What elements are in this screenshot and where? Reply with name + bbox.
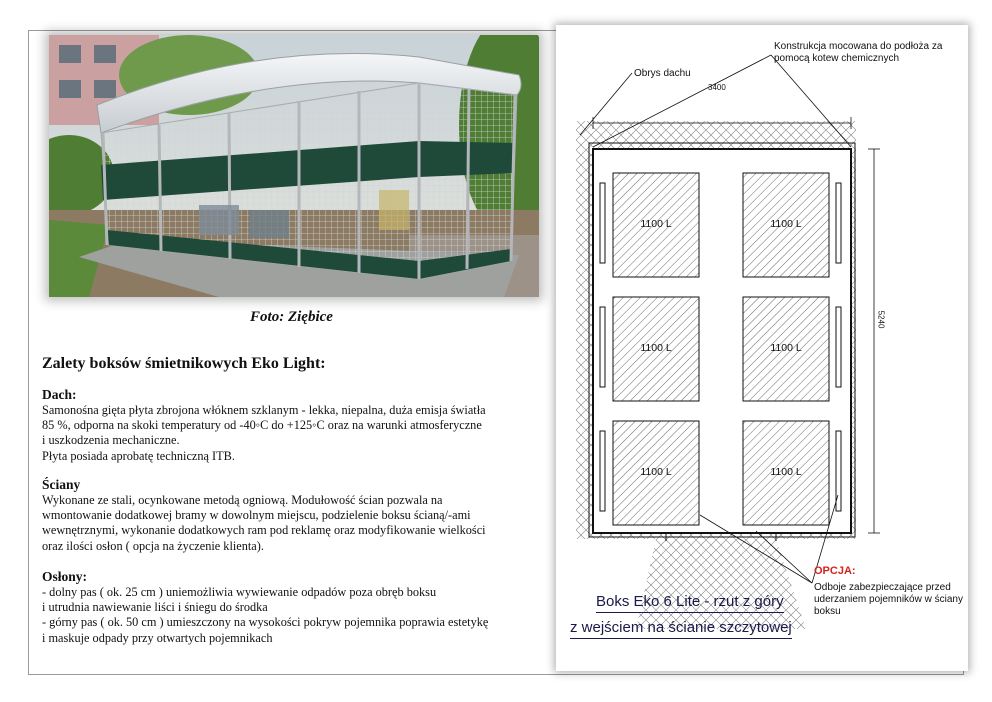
page-frame <box>28 30 964 675</box>
drawing-title-text1: Boks Eko 6 Lite - rzut z góry <box>596 593 784 613</box>
page-heading: Zalety boksów śmietnikowych Eko Light: <box>42 355 326 372</box>
section-line: wmontowanie dodatkowej bramy w dowolnym miejscu, podzielenie boksu ścianą/-ami <box>42 508 471 523</box>
section-title: Osłony: <box>42 569 88 584</box>
section-line: i maskuje odpady przy otwartych pojemnikach <box>42 630 273 645</box>
bin-label: 1100 L <box>770 218 802 230</box>
left-column <box>29 31 554 674</box>
section-line: wewnętrznymi, wykonanie dodatkowych ram pod reklamę oraz modyfikowanie wielkości <box>42 523 486 538</box>
section-line: - dolny pas ( ok. 25 cm ) uniemożliwia wywiewanie odpadów poza obręb boksu <box>42 585 437 599</box>
technical-drawing <box>556 25 968 671</box>
width-dimension: 3400 <box>708 83 726 92</box>
drawing-title-line1 <box>596 593 784 610</box>
anchor-note: Konstrukcja mocowana do podłoża za pomocą kotew chemicznych <box>774 41 943 64</box>
drawing-title-line2 <box>570 619 792 636</box>
section-line: oraz ilości osłon ( opcja na życzenie klienta). <box>42 538 264 553</box>
section-line: - górny pas ( ok. 50 cm ) umieszczony na wysokości pokryw pojemnika poprawia estetykę <box>42 615 489 630</box>
section-line: Wykonane ze stali, ocynkowane metodą ogniową. Modułowość ścian pozwala na <box>42 493 443 507</box>
section-line: i uszkodzenia mechaniczne. <box>42 433 180 448</box>
section-title: Dach: <box>42 387 77 402</box>
bin-label: 1100 L <box>770 466 802 478</box>
section-line: 85 %, odporna na skoki temperatury od -40◦C do +125◦C oraz na warunki atmosferyczne <box>42 418 482 433</box>
section-line: i utrudnia nawiewanie liści i śniegu do środka <box>42 600 268 615</box>
section-line: Samonośna gięta płyta zbrojona włóknem szklanym - lekka, niepalna, duża emisja światła <box>42 403 486 417</box>
section-line: Płyta posiada aprobatę techniczną ITB. <box>42 448 235 463</box>
option-label: OPCJA: <box>814 565 856 577</box>
section-oslony <box>42 569 522 646</box>
height-dimension: 5240 <box>876 310 886 329</box>
product-photo <box>49 35 539 297</box>
section-dach <box>42 387 522 464</box>
drawing-title-text2: z wejściem na ścianie szczytowej <box>570 619 792 639</box>
bin-label: 1100 L <box>640 466 672 478</box>
section-title: Ściany <box>42 477 81 492</box>
bin-label: 1100 L <box>640 218 672 230</box>
bin-label: 1100 L <box>640 342 672 354</box>
photo-caption: Foto: Ziębice <box>250 309 333 325</box>
option-description: Odboje zabezpieczające przed uderzaniem pojemników w ściany boksu <box>814 582 963 617</box>
bin-label: 1100 L <box>770 342 802 354</box>
section-sciany <box>42 477 522 554</box>
roof-outline-label: Obrys dachu <box>634 68 691 79</box>
